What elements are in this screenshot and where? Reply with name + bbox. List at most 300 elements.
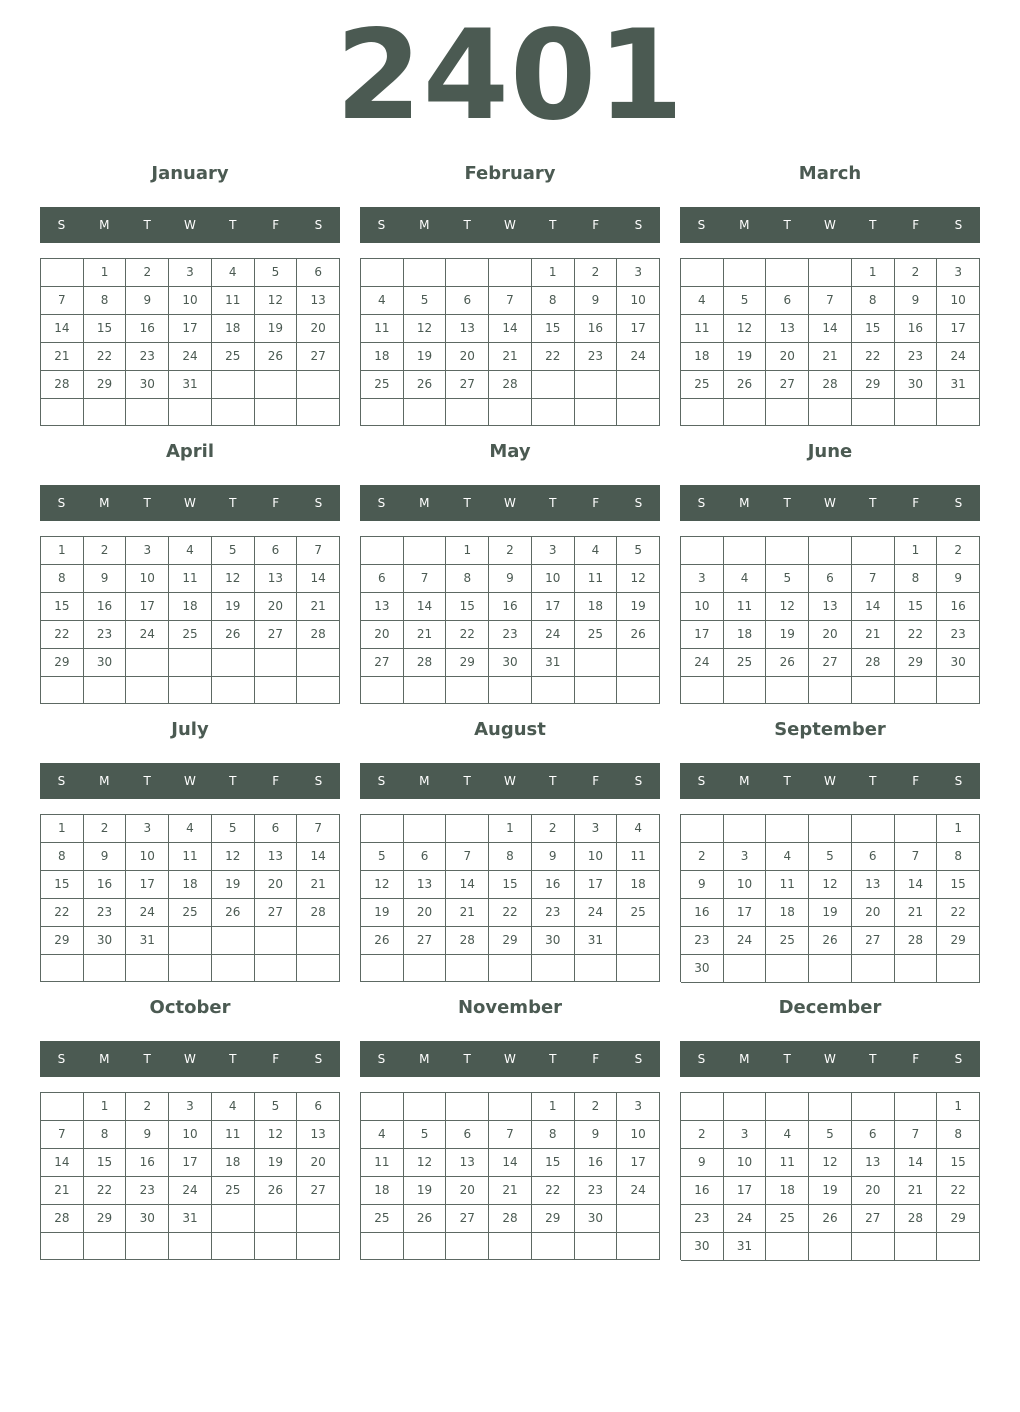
day-cell: 26 xyxy=(212,621,255,649)
day-cell xyxy=(766,677,809,704)
day-cell xyxy=(895,1233,938,1261)
weekday-header xyxy=(40,207,340,243)
day-cell: 20 xyxy=(361,621,404,649)
weekday-label: T xyxy=(549,1052,557,1066)
day-cell: 3 xyxy=(169,1093,212,1121)
day-cell xyxy=(617,927,660,955)
weekday-header xyxy=(360,1041,660,1077)
day-cell: 13 xyxy=(404,871,447,899)
day-cell xyxy=(297,1233,340,1260)
day-cell xyxy=(361,815,404,843)
day-cell: 6 xyxy=(446,287,489,315)
day-cell xyxy=(809,677,852,704)
day-cell xyxy=(297,371,340,399)
day-cell: 8 xyxy=(532,1121,575,1149)
day-cell xyxy=(681,399,724,426)
day-cell xyxy=(404,537,447,565)
day-cell: 7 xyxy=(895,843,938,871)
day-cell: 16 xyxy=(575,315,618,343)
day-cell xyxy=(766,1093,809,1121)
day-cell: 15 xyxy=(895,593,938,621)
day-cell xyxy=(809,815,852,843)
day-cell xyxy=(212,1205,255,1233)
day-cell xyxy=(84,955,127,982)
weekday-label: S xyxy=(377,496,386,510)
day-cell: 1 xyxy=(895,537,938,565)
day-cell: 12 xyxy=(404,315,447,343)
day-cell: 11 xyxy=(212,1121,255,1149)
day-cell: 7 xyxy=(41,1121,84,1149)
day-cell: 5 xyxy=(212,815,255,843)
day-cell: 16 xyxy=(489,593,532,621)
weekday-label: S xyxy=(314,1052,323,1066)
day-cell xyxy=(895,677,938,704)
day-cell: 12 xyxy=(212,565,255,593)
day-cell: 30 xyxy=(84,927,127,955)
day-cell: 7 xyxy=(489,287,532,315)
weekday-label: F xyxy=(912,1052,920,1066)
day-cell: 6 xyxy=(809,565,852,593)
day-cell: 9 xyxy=(84,843,127,871)
weekday-label: S xyxy=(377,218,386,232)
day-cell: 16 xyxy=(937,593,980,621)
day-cell: 19 xyxy=(809,1177,852,1205)
day-cell: 18 xyxy=(212,315,255,343)
weekday-header xyxy=(360,485,660,521)
weekday-label: S xyxy=(634,218,643,232)
day-cell xyxy=(212,927,255,955)
weekday-label: T xyxy=(869,774,877,788)
day-cell: 14 xyxy=(895,871,938,899)
day-grid xyxy=(680,814,980,982)
day-cell: 25 xyxy=(169,621,212,649)
day-cell: 18 xyxy=(361,343,404,371)
day-cell: 18 xyxy=(724,621,767,649)
day-cell: 9 xyxy=(681,1149,724,1177)
weekday-header xyxy=(680,1041,980,1077)
day-cell: 15 xyxy=(41,593,84,621)
day-cell: 15 xyxy=(84,315,127,343)
day-cell xyxy=(126,677,169,704)
day-cell: 15 xyxy=(937,871,980,899)
weekday-label: S xyxy=(697,496,706,510)
day-cell: 16 xyxy=(84,593,127,621)
day-cell: 22 xyxy=(895,621,938,649)
day-cell: 21 xyxy=(809,343,852,371)
weekday-label: S xyxy=(634,1052,643,1066)
day-cell xyxy=(446,399,489,426)
day-cell: 25 xyxy=(169,899,212,927)
weekday-label: S xyxy=(57,774,66,788)
day-cell: 9 xyxy=(84,565,127,593)
day-grid xyxy=(680,1092,980,1260)
day-cell: 26 xyxy=(404,1205,447,1233)
day-cell: 6 xyxy=(255,815,298,843)
day-cell: 9 xyxy=(126,287,169,315)
day-cell: 10 xyxy=(169,1121,212,1149)
day-cell: 27 xyxy=(446,371,489,399)
weekday-label: F xyxy=(592,1052,600,1066)
day-cell: 5 xyxy=(724,287,767,315)
day-cell: 18 xyxy=(617,871,660,899)
day-cell xyxy=(724,955,767,983)
day-cell: 3 xyxy=(681,565,724,593)
weekday-label: S xyxy=(314,496,323,510)
day-cell: 23 xyxy=(126,1177,169,1205)
weekday-label: T xyxy=(783,496,791,510)
day-cell: 25 xyxy=(681,371,724,399)
day-cell: 24 xyxy=(724,1205,767,1233)
day-cell: 1 xyxy=(446,537,489,565)
weekday-label: M xyxy=(99,1052,110,1066)
day-cell xyxy=(404,399,447,426)
day-cell xyxy=(212,955,255,982)
day-cell: 10 xyxy=(575,843,618,871)
day-cell: 11 xyxy=(575,565,618,593)
day-cell: 10 xyxy=(724,871,767,899)
day-cell: 9 xyxy=(532,843,575,871)
month-name: October xyxy=(149,997,231,1018)
day-cell: 21 xyxy=(852,621,895,649)
day-cell xyxy=(681,259,724,287)
weekday-label: T xyxy=(869,1052,877,1066)
day-cell: 5 xyxy=(617,537,660,565)
day-cell: 9 xyxy=(489,565,532,593)
day-grid xyxy=(40,814,340,982)
day-cell: 30 xyxy=(489,649,532,677)
day-cell: 19 xyxy=(212,871,255,899)
day-cell xyxy=(297,677,340,704)
weekday-header xyxy=(40,763,340,799)
day-cell: 22 xyxy=(937,899,980,927)
day-cell xyxy=(446,1233,489,1260)
day-cell xyxy=(809,1093,852,1121)
day-cell xyxy=(361,399,404,426)
day-cell: 1 xyxy=(532,1093,575,1121)
day-cell: 2 xyxy=(681,843,724,871)
weekday-header xyxy=(360,763,660,799)
day-cell: 26 xyxy=(212,899,255,927)
day-cell: 20 xyxy=(446,343,489,371)
day-cell: 25 xyxy=(766,927,809,955)
day-cell: 18 xyxy=(766,1177,809,1205)
weekday-label: W xyxy=(184,1052,196,1066)
day-cell: 13 xyxy=(446,1149,489,1177)
day-cell xyxy=(404,1093,447,1121)
weekday-label: T xyxy=(463,496,471,510)
day-cell xyxy=(766,815,809,843)
day-cell xyxy=(617,399,660,426)
day-cell: 8 xyxy=(937,1121,980,1149)
day-cell: 11 xyxy=(766,1149,809,1177)
day-cell: 30 xyxy=(681,955,724,983)
day-cell: 4 xyxy=(724,565,767,593)
day-cell: 19 xyxy=(404,1177,447,1205)
day-cell: 23 xyxy=(895,343,938,371)
day-cell: 17 xyxy=(937,315,980,343)
day-cell: 27 xyxy=(361,649,404,677)
day-cell: 24 xyxy=(126,621,169,649)
day-cell: 17 xyxy=(126,593,169,621)
day-cell: 9 xyxy=(575,1121,618,1149)
day-cell xyxy=(937,955,980,983)
day-cell: 24 xyxy=(126,899,169,927)
day-cell: 10 xyxy=(937,287,980,315)
weekday-label: S xyxy=(954,774,963,788)
weekday-header xyxy=(680,763,980,799)
day-cell xyxy=(809,537,852,565)
day-cell: 31 xyxy=(724,1233,767,1261)
weekday-label: S xyxy=(697,774,706,788)
day-cell: 11 xyxy=(617,843,660,871)
day-cell: 9 xyxy=(937,565,980,593)
day-cell: 3 xyxy=(126,537,169,565)
day-cell: 7 xyxy=(297,815,340,843)
day-cell: 14 xyxy=(41,1149,84,1177)
month-name: November xyxy=(457,997,563,1018)
day-cell xyxy=(575,649,618,677)
day-cell xyxy=(809,259,852,287)
day-cell: 2 xyxy=(575,259,618,287)
weekday-label: F xyxy=(272,1052,280,1066)
day-cell: 2 xyxy=(84,815,127,843)
day-cell: 5 xyxy=(212,537,255,565)
day-cell: 30 xyxy=(84,649,127,677)
day-cell: 7 xyxy=(895,1121,938,1149)
day-cell: 26 xyxy=(809,927,852,955)
day-cell: 9 xyxy=(126,1121,169,1149)
day-cell: 6 xyxy=(297,1093,340,1121)
weekday-label: M xyxy=(419,1052,430,1066)
weekday-label: S xyxy=(954,218,963,232)
day-cell: 11 xyxy=(169,843,212,871)
day-cell: 19 xyxy=(617,593,660,621)
day-cell: 24 xyxy=(937,343,980,371)
weekday-label: F xyxy=(912,774,920,788)
day-cell: 11 xyxy=(212,287,255,315)
day-cell xyxy=(532,1233,575,1260)
day-cell: 27 xyxy=(766,371,809,399)
day-cell: 15 xyxy=(84,1149,127,1177)
day-cell xyxy=(575,371,618,399)
day-cell: 26 xyxy=(809,1205,852,1233)
day-cell: 8 xyxy=(895,565,938,593)
day-cell: 30 xyxy=(895,371,938,399)
weekday-label: T xyxy=(143,1052,151,1066)
day-cell xyxy=(255,1233,298,1260)
day-cell xyxy=(617,1233,660,1260)
day-grid xyxy=(680,258,980,426)
day-cell: 17 xyxy=(724,1177,767,1205)
weekday-label: S xyxy=(697,1052,706,1066)
day-cell xyxy=(852,399,895,426)
day-cell: 25 xyxy=(724,649,767,677)
day-cell xyxy=(212,371,255,399)
day-cell: 19 xyxy=(766,621,809,649)
day-cell: 31 xyxy=(169,1205,212,1233)
day-cell xyxy=(617,955,660,982)
day-cell: 20 xyxy=(766,343,809,371)
day-cell xyxy=(617,1205,660,1233)
day-cell: 4 xyxy=(212,1093,255,1121)
year-title: 2401 xyxy=(335,4,685,148)
day-cell xyxy=(41,399,84,426)
day-cell: 1 xyxy=(852,259,895,287)
day-grid xyxy=(360,536,660,704)
day-cell: 4 xyxy=(361,287,404,315)
day-cell xyxy=(852,1233,895,1261)
day-cell: 26 xyxy=(255,343,298,371)
day-cell: 17 xyxy=(169,1149,212,1177)
day-cell: 6 xyxy=(852,843,895,871)
day-cell xyxy=(255,399,298,426)
weekday-label: S xyxy=(954,1052,963,1066)
day-cell: 12 xyxy=(255,1121,298,1149)
weekday-label: W xyxy=(824,218,836,232)
weekday-label: F xyxy=(272,218,280,232)
day-cell: 24 xyxy=(724,927,767,955)
weekday-label: W xyxy=(504,496,516,510)
day-cell xyxy=(126,1233,169,1260)
day-cell: 4 xyxy=(766,843,809,871)
day-cell: 13 xyxy=(766,315,809,343)
day-cell: 2 xyxy=(126,259,169,287)
day-cell: 24 xyxy=(617,1177,660,1205)
day-cell: 23 xyxy=(126,343,169,371)
day-cell: 22 xyxy=(41,621,84,649)
day-cell xyxy=(895,1093,938,1121)
weekday-label: T xyxy=(549,496,557,510)
weekday-label: T xyxy=(549,218,557,232)
day-cell: 20 xyxy=(446,1177,489,1205)
month-name: March xyxy=(798,163,862,184)
day-cell: 22 xyxy=(84,343,127,371)
day-cell: 29 xyxy=(937,1205,980,1233)
day-cell: 13 xyxy=(446,315,489,343)
day-cell: 1 xyxy=(489,815,532,843)
day-cell xyxy=(404,677,447,704)
weekday-label: T xyxy=(143,218,151,232)
day-cell: 27 xyxy=(255,621,298,649)
day-cell: 22 xyxy=(84,1177,127,1205)
day-cell: 31 xyxy=(575,927,618,955)
day-cell: 14 xyxy=(404,593,447,621)
day-cell xyxy=(255,649,298,677)
weekday-label: M xyxy=(99,496,110,510)
day-cell: 23 xyxy=(937,621,980,649)
day-cell: 29 xyxy=(852,371,895,399)
day-cell: 12 xyxy=(809,871,852,899)
day-cell xyxy=(617,677,660,704)
day-cell: 5 xyxy=(361,843,404,871)
weekday-label: F xyxy=(592,496,600,510)
day-cell: 26 xyxy=(255,1177,298,1205)
day-cell: 16 xyxy=(681,1177,724,1205)
day-cell: 19 xyxy=(404,343,447,371)
day-cell: 17 xyxy=(681,621,724,649)
day-cell: 18 xyxy=(766,899,809,927)
day-cell: 17 xyxy=(617,1149,660,1177)
day-cell: 22 xyxy=(852,343,895,371)
day-cell: 27 xyxy=(255,899,298,927)
weekday-label: S xyxy=(57,496,66,510)
weekday-label: S xyxy=(697,218,706,232)
day-cell: 25 xyxy=(212,1177,255,1205)
day-cell xyxy=(852,537,895,565)
day-cell xyxy=(169,399,212,426)
day-cell xyxy=(126,399,169,426)
day-cell: 11 xyxy=(169,565,212,593)
day-cell: 7 xyxy=(297,537,340,565)
day-cell: 13 xyxy=(255,843,298,871)
day-cell: 29 xyxy=(84,1205,127,1233)
day-cell: 1 xyxy=(937,1093,980,1121)
day-cell xyxy=(41,677,84,704)
day-cell: 3 xyxy=(617,1093,660,1121)
day-cell: 23 xyxy=(575,343,618,371)
day-cell: 17 xyxy=(532,593,575,621)
month-name: December xyxy=(778,997,882,1018)
day-cell: 29 xyxy=(532,1205,575,1233)
day-cell: 17 xyxy=(724,899,767,927)
day-cell: 10 xyxy=(617,1121,660,1149)
day-cell: 2 xyxy=(575,1093,618,1121)
day-cell: 15 xyxy=(446,593,489,621)
day-cell: 28 xyxy=(404,649,447,677)
day-cell: 28 xyxy=(41,1205,84,1233)
day-cell xyxy=(297,399,340,426)
day-cell: 13 xyxy=(297,287,340,315)
day-cell: 8 xyxy=(41,565,84,593)
day-cell: 8 xyxy=(84,1121,127,1149)
day-cell xyxy=(361,259,404,287)
day-cell xyxy=(126,649,169,677)
weekday-label: M xyxy=(739,1052,750,1066)
day-cell: 28 xyxy=(489,1205,532,1233)
day-cell: 3 xyxy=(169,259,212,287)
day-cell xyxy=(41,1233,84,1260)
day-cell: 29 xyxy=(84,371,127,399)
day-cell: 16 xyxy=(84,871,127,899)
day-cell: 8 xyxy=(84,287,127,315)
day-cell: 7 xyxy=(852,565,895,593)
day-cell xyxy=(681,537,724,565)
day-cell: 3 xyxy=(532,537,575,565)
weekday-label: T xyxy=(783,218,791,232)
day-cell xyxy=(169,1233,212,1260)
day-cell: 27 xyxy=(852,1205,895,1233)
weekday-label: S xyxy=(314,218,323,232)
day-cell: 7 xyxy=(404,565,447,593)
day-cell xyxy=(446,1093,489,1121)
weekday-label: S xyxy=(634,496,643,510)
day-cell: 2 xyxy=(937,537,980,565)
day-cell: 7 xyxy=(446,843,489,871)
day-cell: 11 xyxy=(361,315,404,343)
day-cell: 27 xyxy=(297,1177,340,1205)
day-cell: 11 xyxy=(724,593,767,621)
day-cell xyxy=(809,955,852,983)
day-cell: 3 xyxy=(617,259,660,287)
day-cell: 3 xyxy=(724,843,767,871)
day-cell xyxy=(212,399,255,426)
day-cell xyxy=(126,955,169,982)
day-cell xyxy=(809,399,852,426)
day-cell xyxy=(937,399,980,426)
weekday-label: T xyxy=(869,496,877,510)
day-cell: 12 xyxy=(404,1149,447,1177)
day-cell: 2 xyxy=(681,1121,724,1149)
